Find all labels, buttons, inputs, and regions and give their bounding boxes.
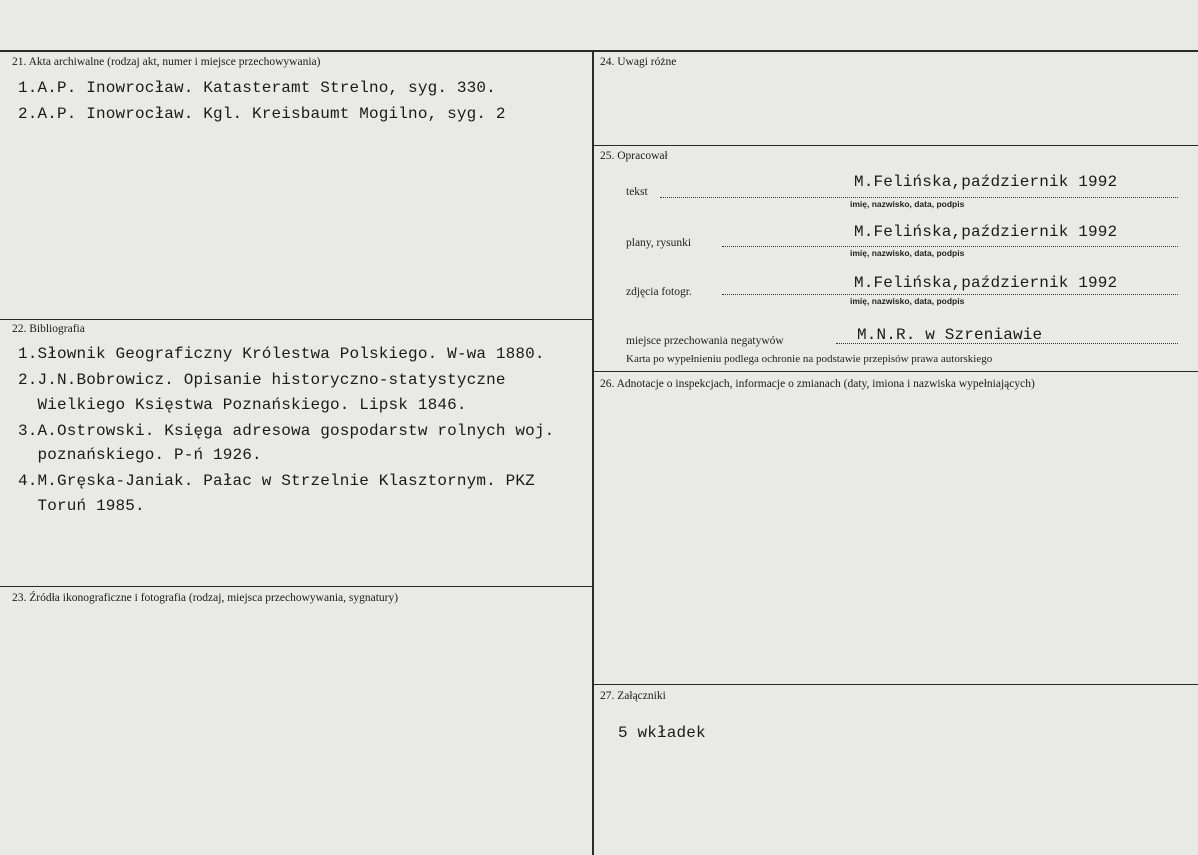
prepared-photos-value: M.Felińska,październik 1992 <box>854 274 1118 292</box>
negatives-location-label: miejsce przechowania negatywów <box>626 335 784 347</box>
prepared-photos-label: zdjęcia fotogr. <box>626 286 692 298</box>
bibliography-line: 4.M.Gręska-Janiak. Pałac w Strzelnie Klasztornym. PKZ <box>18 472 535 490</box>
section-24-heading: 24. Uwagi różne <box>600 56 677 68</box>
prepared-text-line <box>660 197 1178 198</box>
negatives-location-value: M.N.R. w Szreniawie <box>857 326 1043 344</box>
section-25-heading: 25. Opracował <box>600 150 668 162</box>
bibliography-line: 3.A.Ostrowski. Księga adresowa gospodarstw rolnych woj. <box>18 422 555 440</box>
prepared-plans-line <box>722 246 1178 247</box>
section-26-heading: 26. Adnotacje o inspekcjach, informacje o zmianach (daty, imiona i nazwiska wypełniających) <box>600 378 1035 390</box>
bibliography-line: Toruń 1985. <box>18 497 145 515</box>
prepared-plans-value: M.Felińska,październik 1992 <box>854 223 1118 241</box>
prepared-text-hint: imię, nazwisko, data, podpis <box>850 199 965 209</box>
prepared-text-value: M.Felińska,październik 1992 <box>854 173 1118 191</box>
divider-26-27 <box>594 684 1198 685</box>
prepared-plans-hint: imię, nazwisko, data, podpis <box>850 248 965 258</box>
divider-22-23 <box>0 586 592 587</box>
section-23-heading: 23. Źródła ikonograficzne i fotografia (rodzaj, miejsca przechowywania, sygnatury) <box>12 592 399 604</box>
top-border-line <box>0 50 1198 52</box>
attachments-value: 5 wkładek <box>618 724 706 742</box>
bibliography-line: 2.J.N.Bobrowicz. Opisanie historyczno-statystyczne <box>18 371 506 389</box>
divider-24-25 <box>594 145 1198 146</box>
prepared-photos-hint: imię, nazwisko, data, podpis <box>850 296 965 306</box>
archive-entry-1: 1.A.P. Inowrocław. Katasteramt Strelno, syg. 330. <box>18 79 496 97</box>
center-divider-line <box>592 50 594 855</box>
archive-entry-2: 2.A.P. Inowrocław. Kgl. Kreisbaumt Mogilno, syg. 2 <box>18 105 506 123</box>
bibliography-line: 1.Słownik Geograficzny Królestwa Polskiego. W-wa 1880. <box>18 345 545 363</box>
section-22-heading: 22. Bibliografia <box>12 323 85 335</box>
prepared-text-label: tekst <box>626 186 648 198</box>
bibliography-line: poznańskiego. P-ń 1926. <box>18 446 262 464</box>
prepared-photos-line <box>722 294 1178 295</box>
copyright-note: Karta po wypełnieniu podlega ochronie na podstawie przepisów prawa autorskiego <box>626 353 993 365</box>
section-27-heading: 27. Załączniki <box>600 690 666 702</box>
prepared-plans-label: plany, rysunki <box>626 237 692 249</box>
section-21-heading: 21. Akta archiwalne (rodzaj akt, numer i miejsce przechowywania) <box>12 56 321 68</box>
divider-25-26 <box>594 371 1198 372</box>
bibliography-line: Wielkiego Księstwa Poznańskiego. Lipsk 1846. <box>18 396 467 414</box>
divider-21-22 <box>0 319 592 320</box>
